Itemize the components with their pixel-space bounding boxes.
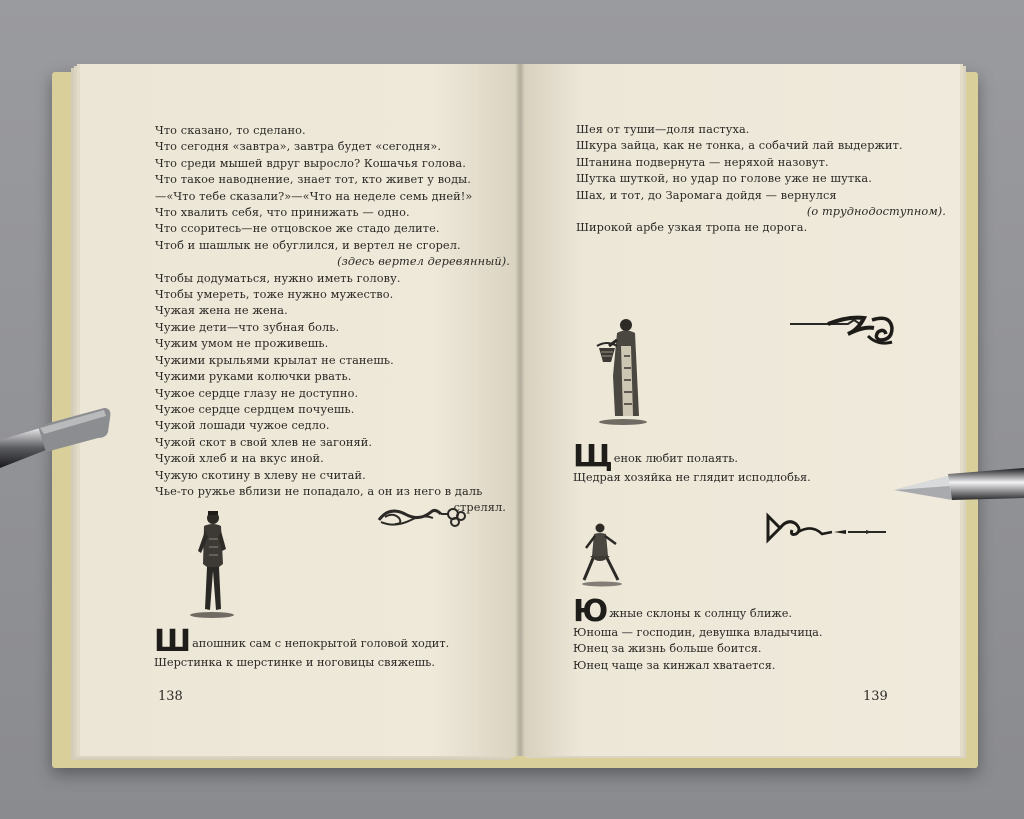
right-page bbox=[520, 64, 960, 756]
proverb-line: —«Что тебе сказали?»—«Что на неделе семь дней!» bbox=[155, 189, 473, 203]
proverb-line: Чтобы умереть, тоже нужно мужество. bbox=[155, 288, 394, 302]
standing-man-icon bbox=[188, 509, 238, 619]
proverb-line: Юноша — господин, девушка владычица. bbox=[573, 626, 823, 639]
left-page bbox=[80, 64, 520, 756]
proverb-line: Шутка шуткой, но удар по голове уже не шутка. bbox=[576, 172, 872, 186]
proverb-text: енок любит полаять. bbox=[613, 452, 738, 465]
proverb-line-wrap: стрелял. bbox=[453, 501, 506, 515]
page-number-left: 138 bbox=[158, 689, 183, 704]
proverb-line: Чужое сердце глазу не доступно. bbox=[155, 386, 359, 400]
proverb-line: Шерстинка к шерстинке и ноговицы свяжешь. bbox=[154, 656, 435, 669]
pen-icon bbox=[0, 402, 116, 482]
pen-icon bbox=[892, 460, 1024, 504]
proverb-line: Что ссоритесь—не отцовское же стадо делите. bbox=[155, 222, 440, 236]
letter-sha-block bbox=[154, 624, 450, 671]
proverb-line: Чужой лошади чужое седло. bbox=[155, 419, 330, 433]
drop-cap-sha: Ш bbox=[154, 624, 192, 659]
proverb-text: апошник сам с непокрытой головой ходит. bbox=[192, 637, 450, 650]
proverb-line: Шах, и тот, до Заромага дойдя — вернулся bbox=[576, 188, 837, 202]
ornament-icon bbox=[762, 510, 892, 546]
proverb-line: Шкура зайца, как не тонка, а собачий лай выдержит. bbox=[576, 139, 903, 153]
letter-shch-block bbox=[573, 439, 811, 486]
proverb-line: Широкой арбе узкая тропа не дорога. bbox=[576, 221, 808, 235]
proverb-line: Что сегодня «завтра», завтра будет «сегодня». bbox=[155, 140, 442, 154]
proverb-line: Чужим умом не проживешь. bbox=[155, 337, 329, 351]
ornament-icon bbox=[788, 312, 898, 348]
proverb-line bbox=[573, 594, 822, 629]
proverb-line: Чье-то ружье вблизи не попадало, а он из него в даль bbox=[155, 484, 483, 498]
ornament-icon bbox=[375, 502, 471, 532]
proverb-line: Чужой скот в свой хлев не загоняй. bbox=[155, 435, 373, 449]
proverb-line: Щедрая хозяйка не глядит исподлобья. bbox=[573, 471, 811, 484]
drop-cap-shch: Щ bbox=[573, 439, 613, 474]
proverb-line: Юнец за жизнь больше боится. bbox=[573, 642, 762, 656]
left-page-text bbox=[155, 123, 510, 517]
proverb-line: Чужими крыльями крылат не станешь. bbox=[155, 353, 394, 367]
proverb-text: жные склоны к солнцу ближе. bbox=[609, 607, 793, 620]
proverb-line: Что хвалить себя, что принижать — одно. bbox=[155, 206, 410, 220]
proverb-line: Чтобы додуматься, нужно иметь голову. bbox=[155, 271, 401, 285]
proverb-line: Чтоб и шашлык не обуглился, и вертел не сгорел. bbox=[155, 238, 461, 252]
proverb-line: Чужое сердце сердцем почуешь. bbox=[155, 402, 355, 416]
proverb-line: Чужой хлеб и на вкус иной. bbox=[155, 452, 324, 466]
woman-with-basket-icon bbox=[593, 316, 649, 426]
letter-yu-block bbox=[573, 594, 823, 674]
right-page-text bbox=[576, 122, 946, 237]
open-book bbox=[52, 64, 978, 768]
proverb-line: Что такое наводнение, знает тот, кто живет у воды. bbox=[155, 173, 471, 187]
proverb-note: (о труднодоступном). bbox=[806, 205, 946, 219]
proverb-line: Штанина подвернута — неряхой назовут. bbox=[576, 155, 829, 169]
proverb-line: Что среди мышей вдруг выросло? Кошачья голова. bbox=[155, 156, 466, 170]
book-gutter bbox=[515, 64, 525, 756]
proverb-line bbox=[573, 439, 811, 474]
page-number-right: 139 bbox=[863, 689, 888, 704]
proverb-line: Юнец чаще за кинжал хватается. bbox=[573, 658, 776, 672]
proverb-line: Чужими руками колючки рвать. bbox=[155, 370, 352, 384]
proverb-line: Что сказано, то сделано. bbox=[155, 124, 306, 137]
proverb-line: Чужую скотину в хлеву не считай. bbox=[155, 468, 366, 482]
proverb-note: (здесь вертел деревянный). bbox=[337, 255, 510, 269]
proverb-line: Чужие дети—что зубная боль. bbox=[155, 320, 340, 334]
proverb-line: Шея от туши—доля пастуха. bbox=[576, 123, 750, 136]
drop-cap-yu: Ю bbox=[573, 594, 609, 629]
proverb-line bbox=[154, 624, 450, 659]
dancing-man-icon bbox=[578, 522, 626, 588]
proverb-line: Чужая жена не жена. bbox=[155, 304, 288, 318]
